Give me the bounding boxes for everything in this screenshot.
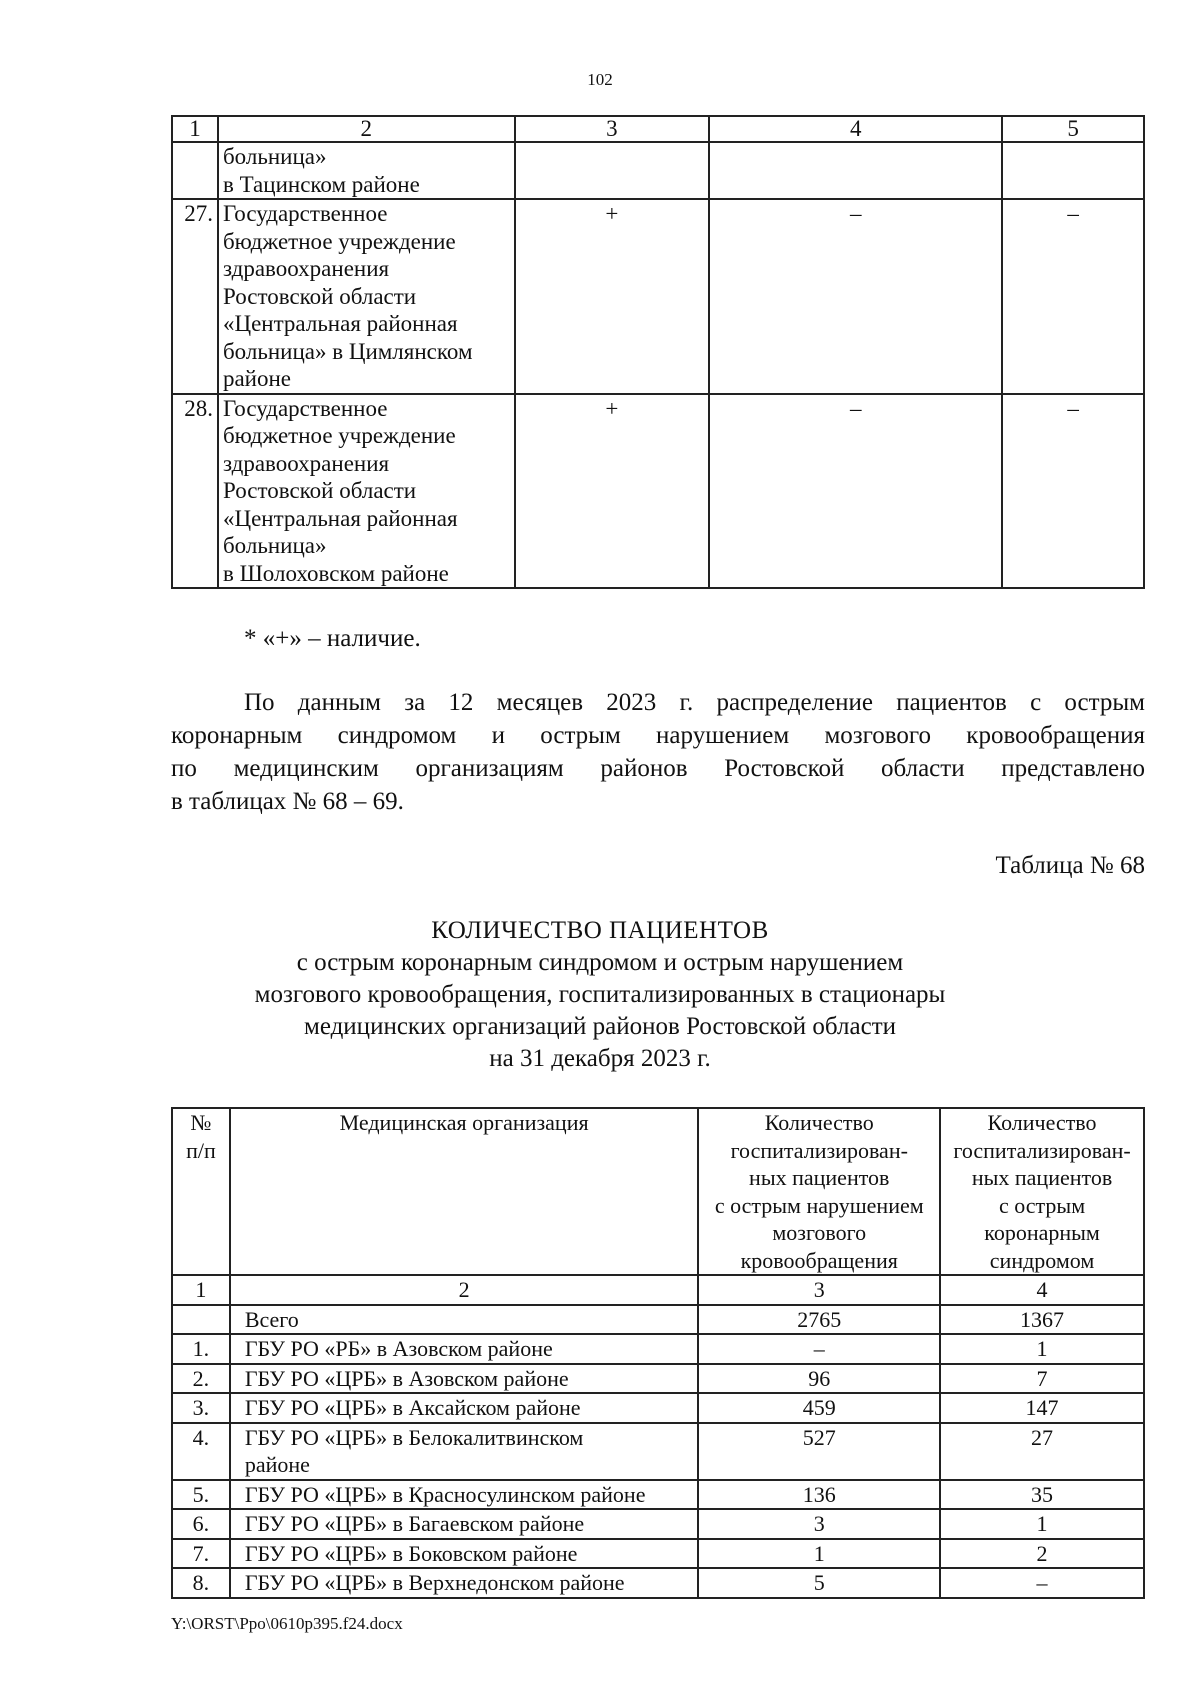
stroke-count: 459	[698, 1393, 940, 1423]
title-line: мозгового кровообращения, госпитализированных в стационары	[254, 981, 946, 1008]
table-label: Таблица № 68	[995, 852, 1145, 879]
row-number: 8.	[172, 1568, 230, 1598]
column-number: 2	[218, 116, 515, 142]
column-number: 4	[940, 1275, 1144, 1305]
column-number: 3	[698, 1275, 940, 1305]
table-row	[172, 1480, 1144, 1510]
stroke-count: 136	[698, 1480, 940, 1510]
row-number: 6.	[172, 1509, 230, 1539]
column-number: 3	[515, 116, 710, 142]
presence-mark: +	[515, 394, 710, 589]
table-row	[172, 142, 1144, 199]
cell	[709, 142, 1002, 199]
acs-count: 1367	[940, 1305, 1144, 1335]
row-number: 28.	[172, 394, 218, 589]
presence-mark: +	[515, 199, 710, 394]
organization-name: ГБУ РО «ЦРБ» в Красносулинском районе	[230, 1480, 699, 1510]
paragraph-line: По данным за 12 месяцев 2023 г. распределение пациентов с острым	[244, 689, 1145, 716]
title-line: на 31 декабря 2023 г.	[489, 1045, 711, 1072]
paragraph-line: по медицинским организациям районов Ростовской области представлено	[171, 755, 1145, 782]
table-row	[172, 394, 1144, 589]
stroke-count: 527	[698, 1423, 940, 1480]
acs-count: 35	[940, 1480, 1144, 1510]
row-number	[172, 1305, 230, 1335]
table-row	[172, 1509, 1144, 1539]
stroke-count: 1	[698, 1539, 940, 1569]
page-number: 102	[587, 70, 613, 89]
column-number: 2	[230, 1275, 699, 1305]
body-paragraph	[171, 686, 1145, 818]
organization-name: Всего	[230, 1305, 699, 1335]
acs-count: 7	[940, 1364, 1144, 1394]
title-line: с острым коронарным синдромом и острым нарушением	[296, 949, 904, 976]
stroke-count: 2765	[698, 1305, 940, 1335]
table-row	[172, 1568, 1144, 1598]
paragraph-line: коронарным синдромом и острым нарушением мозгового кровообращения	[171, 722, 1145, 749]
row-number: 2.	[172, 1364, 230, 1394]
stroke-count: 3	[698, 1509, 940, 1539]
organization-name: больница» в Тацинском районе	[218, 142, 515, 199]
table-numbering-row	[172, 116, 1144, 142]
table-header-row	[172, 1108, 1144, 1275]
stroke-count: 5	[698, 1568, 940, 1598]
patients-table	[171, 1107, 1145, 1599]
organization-name: Государственное бюджетное учреждение здравоохранения Ростовской области «Центральная районная больница» в Цимлянском районе	[218, 199, 515, 394]
acs-count: –	[940, 1568, 1144, 1598]
absence-mark: –	[1002, 199, 1144, 394]
absence-mark: –	[709, 394, 1002, 589]
organization-name: ГБУ РО «ЦРБ» в Боковском районе	[230, 1539, 699, 1569]
row-number: 4.	[172, 1423, 230, 1480]
stroke-count: –	[698, 1334, 940, 1364]
footnote: * «+» – наличие.	[244, 625, 421, 652]
absence-mark: –	[1002, 394, 1144, 589]
acs-count: 1	[940, 1334, 1144, 1364]
header-number: № п/п	[172, 1108, 230, 1275]
table-row	[172, 1423, 1144, 1480]
acs-count: 1	[940, 1509, 1144, 1539]
table-row	[172, 1539, 1144, 1569]
paragraph-line: в таблицах № 68 – 69.	[171, 788, 404, 815]
cell	[1002, 142, 1144, 199]
table-row	[172, 1364, 1144, 1394]
column-number: 4	[709, 116, 1002, 142]
organization-name: ГБУ РО «ЦРБ» в Багаевском районе	[230, 1509, 699, 1539]
row-number	[172, 142, 218, 199]
table-title	[0, 915, 1200, 1075]
table-row	[172, 1393, 1144, 1423]
file-path-footer: Y:\ORST\Ppo\0610p395.f24.docx	[171, 1614, 403, 1633]
row-number: 3.	[172, 1393, 230, 1423]
table-row	[172, 1334, 1144, 1364]
acs-count: 2	[940, 1539, 1144, 1569]
table-numbering-row	[172, 1275, 1144, 1305]
title-heading: КОЛИЧЕСТВО ПАЦИЕНТОВ	[431, 917, 769, 944]
row-number: 27.	[172, 199, 218, 394]
column-number: 1	[172, 1275, 230, 1305]
stroke-count: 96	[698, 1364, 940, 1394]
header-stroke-count: Количество госпитализирован- ных пациентов с острым нарушением мозгового кровообращения	[698, 1108, 940, 1275]
acs-count: 27	[940, 1423, 1144, 1480]
absence-mark: –	[709, 199, 1002, 394]
row-number: 7.	[172, 1539, 230, 1569]
header-organization: Медицинская организация	[230, 1108, 699, 1275]
title-line: медицинских организаций районов Ростовской области	[304, 1013, 896, 1040]
row-number: 5.	[172, 1480, 230, 1510]
organization-name: ГБУ РО «ЦРБ» в Аксайском районе	[230, 1393, 699, 1423]
table-row	[172, 199, 1144, 394]
organization-name: ГБУ РО «ЦРБ» в Белокалитвинском районе	[230, 1423, 699, 1480]
table-row	[172, 1305, 1144, 1335]
cell	[515, 142, 710, 199]
organization-name: ГБУ РО «ЦРБ» в Верхнедонском районе	[230, 1568, 699, 1598]
row-number: 1.	[172, 1334, 230, 1364]
organization-name: Государственное бюджетное учреждение здравоохранения Ростовской области «Центральная районная больница» в Шолоховском районе	[218, 394, 515, 589]
organization-name: ГБУ РО «РБ» в Азовском районе	[230, 1334, 699, 1364]
column-number: 5	[1002, 116, 1144, 142]
header-acs-count: Количество госпитализирован- ных пациентов с острым коронарным синдромом	[940, 1108, 1144, 1275]
column-number: 1	[172, 116, 218, 142]
acs-count: 147	[940, 1393, 1144, 1423]
organization-name: ГБУ РО «ЦРБ» в Азовском районе	[230, 1364, 699, 1394]
continued-table	[171, 115, 1145, 589]
